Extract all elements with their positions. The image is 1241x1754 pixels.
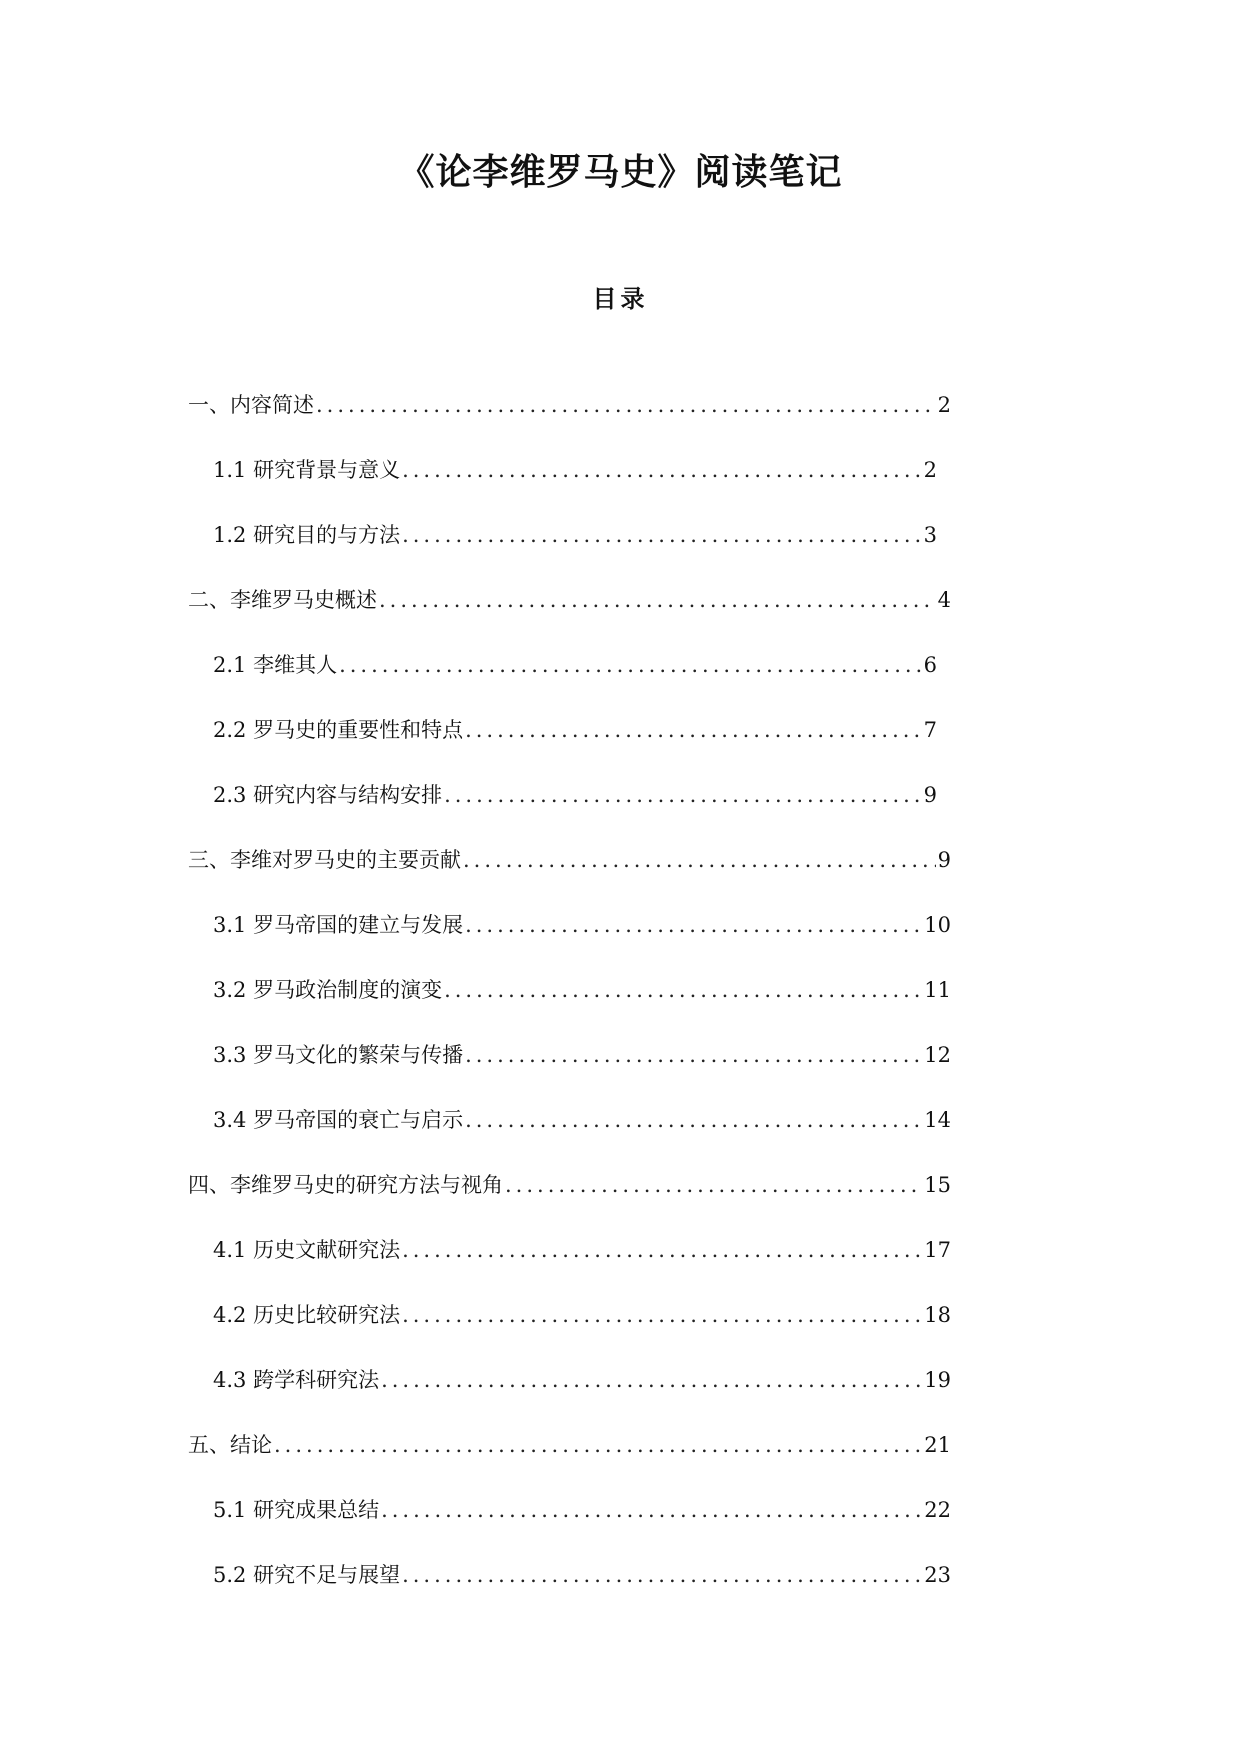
toc-page-number: 9 [937, 848, 951, 872]
toc-page-number: 21 [924, 1433, 951, 1457]
toc-entry-label: 5.2 研究不足与展望 [213, 1563, 401, 1587]
toc-entry-5-2[interactable] [213, 1558, 951, 1592]
toc-entry-label: 2.3 研究内容与结构安排 [213, 783, 443, 807]
toc-dot-leader [381, 1493, 922, 1527]
document-title: 《论李维罗马史》阅读笔记 [398, 151, 843, 193]
toc-dot-leader [465, 1038, 922, 1072]
toc-page-number: 17 [924, 1238, 951, 1262]
toc-entry-label: 1.2 研究目的与方法 [213, 523, 401, 547]
toc-page-number: 18 [924, 1303, 951, 1327]
toc-dot-leader [339, 648, 922, 682]
toc-entry-label: 3.4 罗马帝国的衰亡与启示 [213, 1108, 464, 1132]
toc-entry-1[interactable] [188, 388, 951, 422]
toc-entry-3-2[interactable] [213, 973, 951, 1007]
toc-entry-label: 二、李维罗马史概述 [188, 588, 377, 612]
toc-page-number: 3 [923, 523, 937, 547]
toc-dot-leader [463, 843, 936, 877]
toc-entry-2-2[interactable] [213, 713, 937, 747]
toc-entry-label: 4.3 跨学科研究法 [213, 1368, 380, 1392]
toc-entry-label: 2.2 罗马史的重要性和特点 [213, 718, 464, 742]
toc-page-number: 14 [924, 1108, 951, 1132]
toc-dot-leader [402, 1233, 922, 1267]
toc-entry-label: 5.1 研究成果总结 [213, 1498, 380, 1522]
toc-dot-leader [402, 1298, 922, 1332]
toc-dot-leader [316, 388, 936, 422]
toc-page-number: 4 [937, 588, 951, 612]
toc-heading: 目录 [592, 284, 649, 313]
toc-dot-leader [379, 583, 936, 617]
toc-page-number: 2 [937, 393, 951, 417]
toc-entry-label: 一、内容简述 [188, 393, 314, 417]
toc-dot-leader [465, 713, 922, 747]
toc-page-number: 10 [924, 913, 951, 937]
toc-entry-label: 3.3 罗马文化的繁荣与传播 [213, 1043, 464, 1067]
toc-page-number: 12 [924, 1043, 951, 1067]
toc-entry-1-1[interactable] [213, 453, 937, 487]
toc-page-number: 23 [924, 1563, 951, 1587]
toc-dot-leader [505, 1168, 922, 1202]
toc-dot-leader [465, 1103, 922, 1137]
toc-entry-label: 四、李维罗马史的研究方法与视角 [188, 1173, 503, 1197]
toc-dot-leader [381, 1363, 922, 1397]
toc-entry-2-3[interactable] [213, 778, 937, 812]
toc-dot-leader [402, 453, 922, 487]
toc-entry-4[interactable] [188, 1168, 951, 1202]
toc-entry-1-2[interactable] [213, 518, 937, 552]
toc-entry-2-1[interactable] [213, 648, 937, 682]
toc-entry-label: 1.1 研究背景与意义 [213, 458, 401, 482]
toc-page-number: 15 [924, 1173, 951, 1197]
toc-dot-leader [402, 518, 922, 552]
toc-entry-label: 三、李维对罗马史的主要贡献 [188, 848, 461, 872]
toc-dot-leader [402, 1558, 922, 1592]
toc-entry-3[interactable] [188, 843, 951, 877]
toc-entry-4-3[interactable] [213, 1363, 951, 1397]
toc-entry-label: 4.2 历史比较研究法 [213, 1303, 401, 1327]
toc-dot-leader [444, 973, 922, 1007]
toc-page-number: 11 [924, 978, 951, 1002]
toc-page-number: 7 [923, 718, 937, 742]
toc-entry-label: 4.1 历史文献研究法 [213, 1238, 401, 1262]
toc-entry-3-3[interactable] [213, 1038, 951, 1072]
toc-entry-2[interactable] [188, 583, 951, 617]
toc-dot-leader [465, 908, 922, 942]
toc-entry-3-4[interactable] [213, 1103, 951, 1137]
toc-dot-leader [274, 1428, 922, 1462]
toc-page-number: 6 [923, 653, 937, 677]
toc-entry-label: 3.1 罗马帝国的建立与发展 [213, 913, 464, 937]
toc-page-number: 9 [923, 783, 937, 807]
toc-entry-5-1[interactable] [213, 1493, 951, 1527]
toc-page-number: 19 [924, 1368, 951, 1392]
toc-entry-label: 3.2 罗马政治制度的演变 [213, 978, 443, 1002]
toc-entry-5[interactable] [188, 1428, 951, 1462]
toc-entry-label: 五、结论 [188, 1433, 272, 1457]
toc-entry-4-1[interactable] [213, 1233, 951, 1267]
toc-page-number: 22 [924, 1498, 951, 1522]
toc-entry-3-1[interactable] [213, 908, 951, 942]
toc-dot-leader [444, 778, 922, 812]
toc-page-number: 2 [923, 458, 937, 482]
toc-entry-4-2[interactable] [213, 1298, 951, 1332]
toc-entry-label: 2.1 李维其人 [213, 653, 338, 677]
